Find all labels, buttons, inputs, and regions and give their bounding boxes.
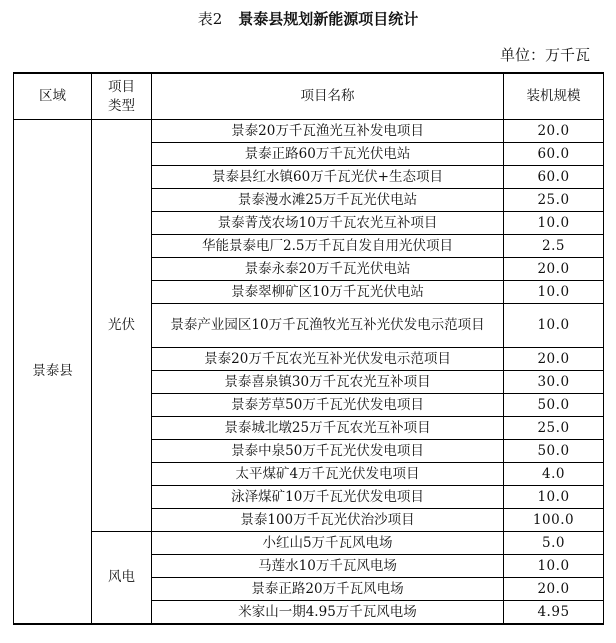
header-name: 项目名称 — [152, 73, 504, 120]
table-number: 表2 — [197, 10, 223, 28]
table-row — [14, 120, 604, 143]
table-row — [14, 532, 604, 555]
capacity-cell: 10.0 — [504, 555, 604, 578]
project-name-cell: 景泰正路20万千瓦风电场 — [152, 578, 504, 601]
project-name-cell: 景泰中泉50万千瓦光伏发电项目 — [152, 440, 504, 463]
header-capacity: 装机规模 — [504, 73, 604, 120]
capacity-cell: 25.0 — [504, 189, 604, 212]
project-name-cell: 华能景泰电厂2.5万千瓦自发自用光伏项目 — [152, 235, 504, 258]
table-body — [14, 120, 604, 625]
project-name-cell: 米家山一期4.95万千瓦风电场 — [152, 601, 504, 625]
capacity-cell: 25.0 — [504, 417, 604, 440]
capacity-cell: 60.0 — [504, 166, 604, 189]
project-type-cell: 光伏 — [92, 120, 152, 532]
project-name-cell: 景泰喜泉镇30万千瓦农光互补项目 — [152, 371, 504, 394]
project-name-cell: 泳泽煤矿10万千瓦光伏发电项目 — [152, 486, 504, 509]
capacity-cell: 20.0 — [504, 258, 604, 281]
project-name-cell: 小红山5万千瓦风电场 — [152, 532, 504, 555]
project-name-cell: 景泰漫水滩25万千瓦光伏电站 — [152, 189, 504, 212]
project-name-cell: 景泰产业园区10万千瓦渔牧光互补光伏发电示范项目 — [152, 304, 504, 348]
region-cell: 景泰县 — [14, 120, 92, 625]
capacity-cell: 20.0 — [504, 578, 604, 601]
project-name-cell: 马莲水10万千瓦风电场 — [152, 555, 504, 578]
project-name-cell: 景泰芳草50万千瓦光伏发电项目 — [152, 394, 504, 417]
capacity-cell: 2.5 — [504, 235, 604, 258]
table-name: 景泰县规划新能源项目统计 — [238, 10, 419, 28]
capacity-cell: 10.0 — [504, 212, 604, 235]
capacity-cell: 20.0 — [504, 120, 604, 143]
capacity-cell: 60.0 — [504, 143, 604, 166]
project-name-cell: 景泰县红水镇60万千瓦光伏+生态项目 — [152, 166, 504, 189]
capacity-cell: 4.0 — [504, 463, 604, 486]
project-name-cell: 景泰100万千瓦光伏治沙项目 — [152, 509, 504, 532]
capacity-cell: 5.0 — [504, 532, 604, 555]
project-name-cell: 景泰翠柳矿区10万千瓦光伏电站 — [152, 281, 504, 304]
capacity-cell: 4.95 — [504, 601, 604, 625]
project-name-cell: 景泰菁茂农场10万千瓦农光互补项目 — [152, 212, 504, 235]
capacity-cell: 20.0 — [504, 348, 604, 371]
project-name-cell: 景泰正路60万千瓦光伏电站 — [152, 143, 504, 166]
capacity-cell: 100.0 — [504, 509, 604, 532]
project-name-cell: 景泰20万千瓦农光互补光伏发电示范项目 — [152, 348, 504, 371]
capacity-cell: 10.0 — [504, 486, 604, 509]
capacity-cell: 30.0 — [504, 371, 604, 394]
header-region: 区域 — [14, 73, 92, 120]
table-title — [0, 6, 616, 32]
capacity-cell: 50.0 — [504, 394, 604, 417]
project-stats-table — [13, 72, 604, 625]
project-name-cell: 景泰永泰20万千瓦光伏电站 — [152, 258, 504, 281]
project-name-cell: 太平煤矿4万千瓦光伏发电项目 — [152, 463, 504, 486]
capacity-cell: 50.0 — [504, 440, 604, 463]
project-name-cell: 景泰城北墩25万千瓦农光互补项目 — [152, 417, 504, 440]
capacity-cell: 10.0 — [504, 281, 604, 304]
capacity-cell: 10.0 — [504, 304, 604, 348]
table-header-row — [14, 73, 604, 120]
unit-label: 单位：万千瓦 — [499, 46, 590, 64]
project-name-cell: 景泰20万千瓦渔光互补发电项目 — [152, 120, 504, 143]
project-type-cell: 风电 — [92, 532, 152, 625]
header-type: 项目 类型 — [92, 73, 152, 120]
